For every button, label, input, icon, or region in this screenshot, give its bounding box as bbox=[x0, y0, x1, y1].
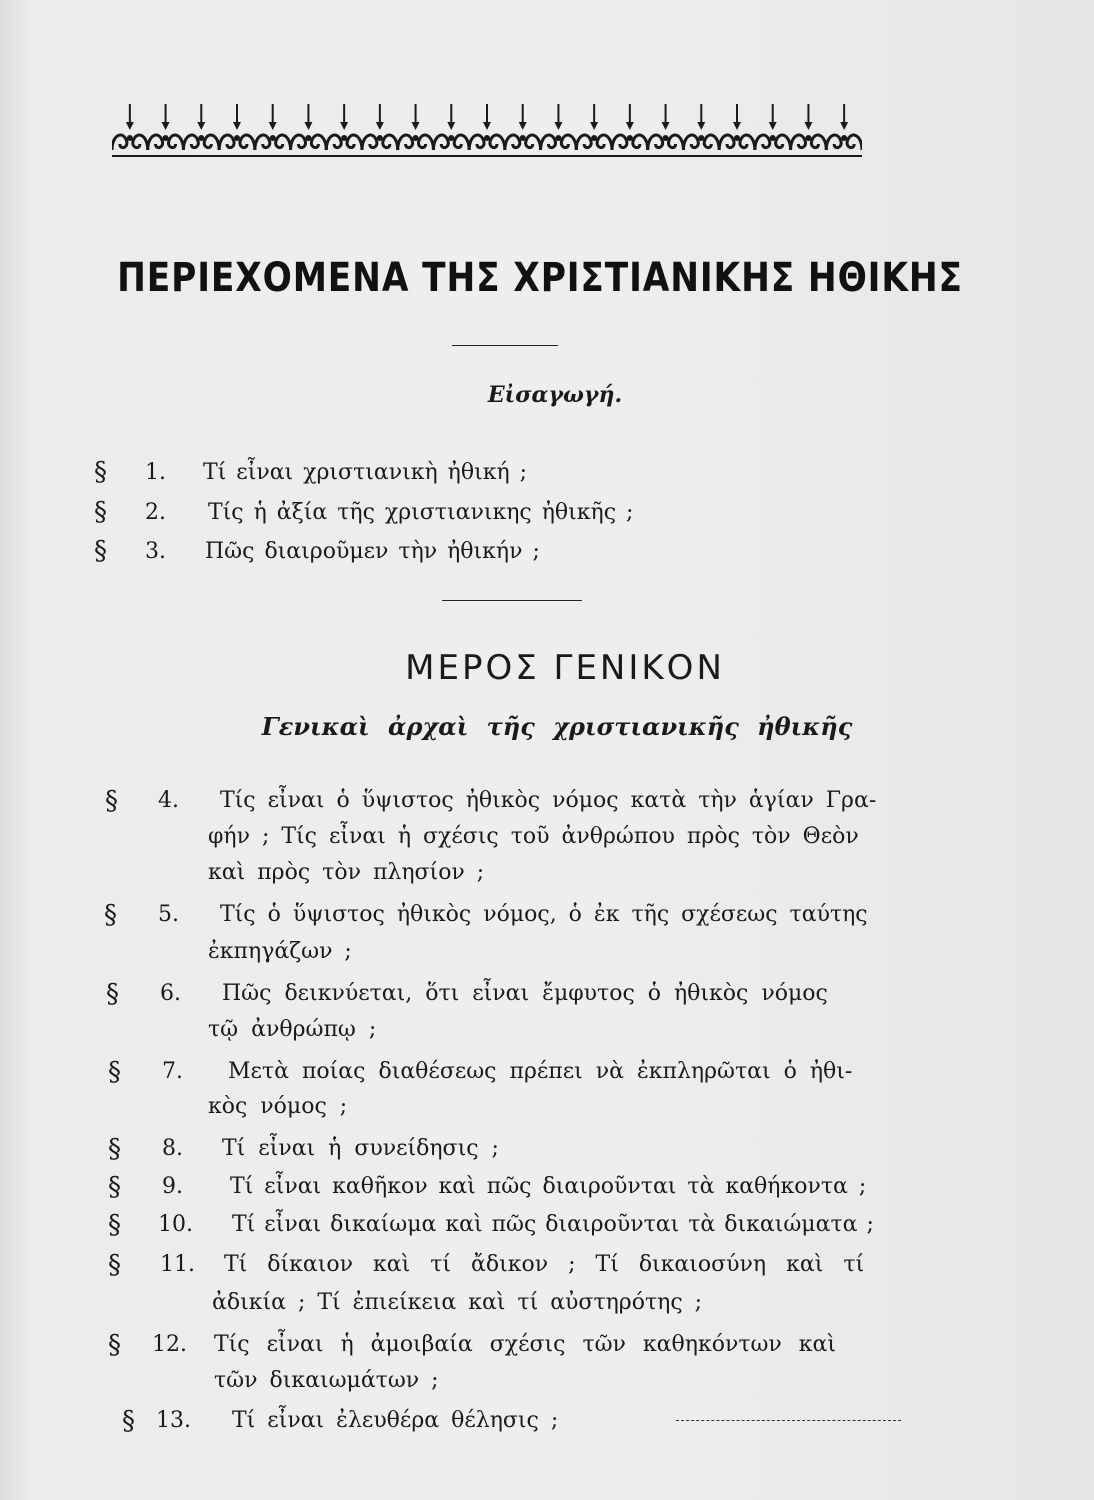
section-sign: § bbox=[94, 497, 107, 527]
section-text: Μετὰ ποίας διαθέσεως πρέπει νὰ ἐκπληρῶται ὁ ἠθι- bbox=[228, 1059, 853, 1084]
section-text: κὸς νόμος ; bbox=[208, 1094, 348, 1119]
section-sign: § bbox=[108, 1250, 121, 1280]
section-text: καὶ πρὸς τὸν πλησίον ; bbox=[208, 860, 485, 885]
page-title: ΠΕΡΙΕΧΟΜΕΝΑ ΤΗΣ ΧΡΙΣΤΙΑΝΙΚΗΣ ΗΘΙΚΗΣ bbox=[117, 255, 963, 301]
section-sign: § bbox=[105, 786, 118, 816]
part-title: ΜΕΡΟΣ ΓΕΝΙΚΟΝ bbox=[405, 648, 725, 688]
section-text: Τίς εἶναι ὁ ὕψιστος ἠθικὸς νόμος κατὰ τὴν ἁγίαν Γρα- bbox=[220, 788, 877, 813]
section-text: Τίς ἡ ἀξία τῆς χριστιανικης ἠθικῆς ; bbox=[208, 500, 634, 525]
section-sign: § bbox=[108, 1134, 121, 1164]
section-number: 1. bbox=[145, 460, 166, 485]
section-text: Τί εἶναι ἡ συνείδησις ; bbox=[222, 1136, 499, 1161]
section-sign: § bbox=[108, 1057, 121, 1087]
title-divider bbox=[452, 345, 558, 346]
section-number: 2. bbox=[145, 500, 166, 525]
section-number: 6. bbox=[160, 981, 181, 1006]
section-text: Τί εἶναι ἐλευθέρα θέλησις ; bbox=[232, 1408, 559, 1433]
footer-dashed-rule bbox=[676, 1420, 901, 1421]
section-text: Τί δίκαιον καὶ τί ἄδικον ; Τί δικαιοσύνη καὶ τί bbox=[224, 1252, 865, 1277]
section-text: Τί εἶναι χριστιανικὴ ἠθική ; bbox=[203, 460, 528, 485]
section-text: Τίς ὁ ὕψιστος ἠθικὸς νόμος, ὁ ἐκ τῆς σχέσεως ταύτης bbox=[220, 902, 868, 927]
section-text: ἐκπηγάζων ; bbox=[208, 939, 352, 964]
section-number: 7. bbox=[162, 1059, 183, 1084]
section-text: Πῶς δεικνύεται, ὅτι εἶναι ἔμφυτος ὁ ἠθικὸς νόμος bbox=[222, 981, 828, 1006]
section-text: Τί εἶναι καθῆκον καὶ πῶς διαιροῦνται τὰ καθήκοντα ; bbox=[230, 1174, 867, 1199]
section-number: 8. bbox=[162, 1136, 183, 1161]
section-text: Πῶς διαιροῦμεν τὴν ἠθικήν ; bbox=[205, 539, 540, 564]
ornamental-border-icon bbox=[112, 100, 862, 162]
section-number: 4. bbox=[158, 788, 179, 813]
section-divider bbox=[442, 600, 582, 601]
section-text: τῷ ἀνθρώπῳ ; bbox=[208, 1017, 377, 1042]
section-number: 12. bbox=[152, 1332, 187, 1357]
section-number: 3. bbox=[145, 539, 166, 564]
section-text: ἀδικία ; Τί ἐπιείκεια καὶ τί αὐστηρότης ; bbox=[212, 1290, 703, 1315]
section-sign: § bbox=[104, 900, 117, 930]
section-number: 5. bbox=[158, 902, 179, 927]
section-sign: § bbox=[122, 1406, 135, 1436]
section-sign: § bbox=[94, 457, 107, 487]
section-sign: § bbox=[108, 1210, 121, 1240]
section-number: 10. bbox=[158, 1212, 193, 1237]
intro-heading: Εἰσαγωγή. bbox=[487, 382, 623, 408]
section-sign: § bbox=[106, 979, 119, 1009]
section-text: φήν ; Τίς εἶναι ἡ σχέσις τοῦ ἀνθρώπου πρὸς τὸν Θεὸν bbox=[208, 824, 859, 849]
section-number: 11. bbox=[160, 1252, 195, 1277]
section-sign: § bbox=[94, 536, 107, 566]
section-text: τῶν δικαιωμάτων ; bbox=[214, 1368, 439, 1393]
section-number: 9. bbox=[162, 1174, 183, 1199]
part-subtitle: Γενικαὶ ἀρχαὶ τῆς χριστιανικῆς ἠθικῆς bbox=[261, 712, 853, 741]
section-sign: § bbox=[108, 1172, 121, 1202]
section-number: 13. bbox=[156, 1408, 191, 1433]
section-text: Τί εἶναι δικαίωμα καὶ πῶς διαιροῦνται τὰ δικαιώματα ; bbox=[232, 1212, 874, 1237]
section-sign: § bbox=[108, 1330, 121, 1360]
section-text: Τίς εἶναι ἡ ἀμοιβαία σχέσις τῶν καθηκόντων καὶ bbox=[214, 1332, 837, 1357]
